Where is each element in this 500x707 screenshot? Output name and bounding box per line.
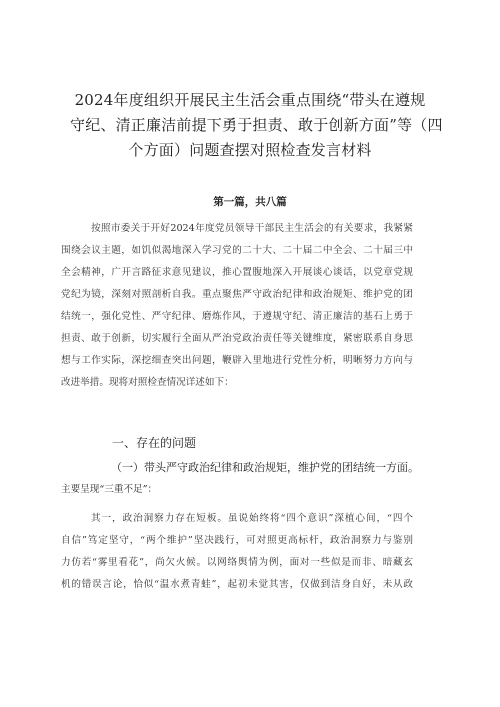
title-line: 个方面）问题查摆对照检查发言材料 <box>128 141 372 159</box>
paragraph-line: 想与工作实际，深挖细查突出问题，鞭辟入里地进行党性分析，明晰努力方向与 <box>61 355 413 366</box>
paragraph-line: 结统一，强化党性、严守纪律、磨炼作风，于遵规守纪、清正廉洁的基石上勇于 <box>61 311 413 322</box>
document-subtitle: 第一篇，共八篇 <box>213 196 287 208</box>
section-heading: 一、存在的问题 <box>112 436 197 450</box>
paragraph-line: 党纪为镜，深刻对照剖析自我。重点聚焦严守政治纪律和政治规矩、维护党的团 <box>61 289 413 300</box>
intro-paragraph <box>61 218 413 394</box>
title-line: 2024年度组织开展民主生活会重点围绕“带头在遵规 <box>74 91 426 109</box>
paragraph-line: 机的错误言论，恰似“温水煮青蛙”，起初未觉其害，仅做到洁身自好，未从政 <box>61 579 413 590</box>
paragraph-line: 担责、敢于创新，切实履行全面从严治党政治责任等关键维度，紧密联系自身思 <box>61 333 413 344</box>
document-title <box>70 88 443 163</box>
paragraph-line: 自信”笃定坚守，“两个维护”坚决践行，可对照更高标杆，政治洞察力与鉴别 <box>61 535 413 546</box>
point-paragraph <box>61 508 413 596</box>
subsection-line: 主要呈现“三重不足”： <box>61 484 158 495</box>
paragraph-line: 其一，政治洞察力存在短板。虽说始终将“四个意识”深植心间，“四个 <box>91 513 413 524</box>
paragraph-line: 全会精神，广开言路征求意见建议，推心置腹地深入开展谈心谈话，以党章党规 <box>61 267 413 278</box>
paragraph-line: 按照市委关于开好2024年度党员领导干部民主生活会的有关要求，我紧紧 <box>91 223 413 234</box>
paragraph-line: 围绕会议主题，如饥似渴地深入学习党的二十大、二十届二中全会、二十届三中 <box>61 245 413 256</box>
paragraph-line: 力仿若“雾里看花”，尚欠火候。以网络舆情为例，面对一些似是而非、暗藏玄 <box>61 557 413 568</box>
paragraph-line: 改进举措。现将对照检查情况详述如下： <box>61 377 234 388</box>
subsection-line: （一）带头严守政治纪律和政治规矩，维护党的团结统一方面。 <box>111 461 419 474</box>
subsection-heading <box>61 457 431 501</box>
title-line: 守纪、清正廉洁前提下勇于担责、敢于创新方面”等（四 <box>70 116 443 134</box>
